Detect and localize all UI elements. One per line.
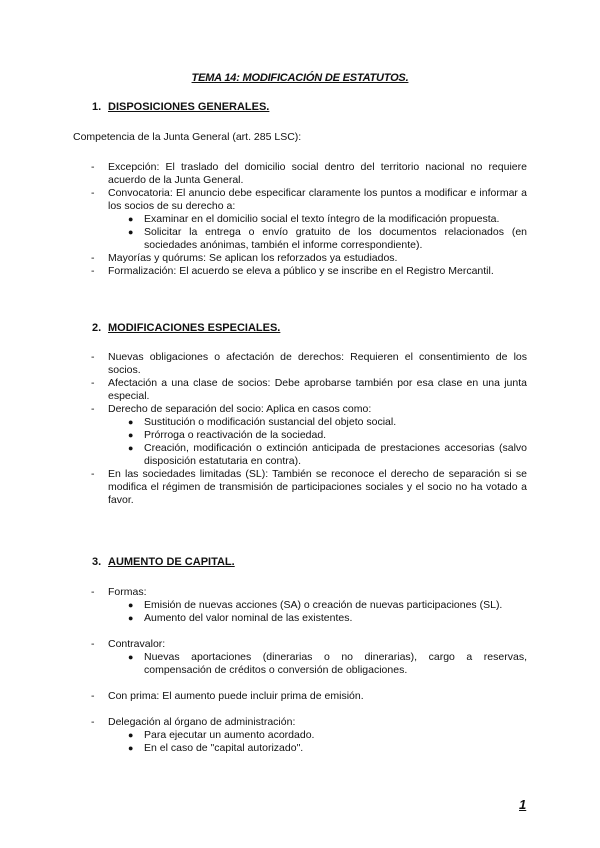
dash-marker: - xyxy=(91,403,95,415)
list-item: - Formalización: El acuerdo se eleva a público y se inscribe en el Registro Mercantil. xyxy=(91,265,494,277)
dash-marker: - xyxy=(91,638,95,650)
section-label: AUMENTO DE CAPITAL. xyxy=(108,556,235,568)
sub-list xyxy=(108,416,527,468)
bullet-icon: ● xyxy=(128,730,134,740)
page-number: 1 xyxy=(519,797,527,812)
sub-list-item: ● Examinar en el domicilio social el texto íntegro de la modificación propuesta. xyxy=(128,213,500,225)
dash-marker: - xyxy=(91,690,95,702)
dash-marker: - xyxy=(91,468,95,480)
section-heading-1 xyxy=(92,101,269,113)
list-item: - Delegación al órgano de administración: ● Para ejecutar un aumento acordado. ● En el caso de "capital autorizado". xyxy=(0,716,600,755)
section-heading-2 xyxy=(92,322,280,334)
sub-list-item: ● Emisión de nuevas acciones (SA) o creación de nuevas participaciones (SL). xyxy=(128,599,503,611)
list-item: - Formas: ● Emisión de nuevas acciones (SA) o creación de nuevas participaciones (SL). ● Aumento del valor nominal de las existentes. xyxy=(0,586,600,625)
list-item: - Derecho de separación del socio: Aplica en casos como: ● Sustitución o modificación sustancial del objeto social. ● Prórroga o reactivación de la sociedad. ● Creación, modificación o extinción anticipada de prestaciones accesorias (salvo disposición estatutaria en contra). xyxy=(91,403,527,467)
sub-list-item: ● Aumento del valor nominal de las existentes. xyxy=(128,612,353,624)
section-label: MODIFICACIONES ESPECIALES. xyxy=(108,322,281,334)
sub-list-item: ● Sustitución o modificación sustancial del objeto social. xyxy=(128,416,397,428)
sub-list xyxy=(108,651,527,677)
sub-list-item: ● En el caso de "capital autorizado". xyxy=(128,742,304,754)
intro-text: Competencia de la Junta General (art. 285 LSC): xyxy=(73,131,302,143)
section-1-list xyxy=(0,161,600,278)
section-3-list xyxy=(0,586,600,755)
list-item: - Mayorías y quórums: Se aplican los reforzados ya estudiados. xyxy=(91,252,398,264)
bullet-icon: ● xyxy=(128,652,134,662)
list-item: - Con prima: El aumento puede incluir prima de emisión. xyxy=(91,690,364,702)
bullet-icon: ● xyxy=(128,430,134,440)
section-number: 2. xyxy=(92,322,102,334)
dash-marker: - xyxy=(91,161,95,173)
section-number: 3. xyxy=(92,556,102,568)
section-label: DISPOSICIONES GENERALES. xyxy=(108,101,270,113)
section-heading-3 xyxy=(92,556,235,568)
dash-marker: - xyxy=(91,351,95,363)
dash-marker: - xyxy=(91,265,95,277)
bullet-icon: ● xyxy=(128,443,134,453)
bullet-icon: ● xyxy=(128,227,134,237)
dash-marker: - xyxy=(91,252,95,264)
list-item: - Nuevas obligaciones o afectación de derechos: Requieren el consentimiento de los socios. xyxy=(91,351,527,376)
sub-list-item: ● Nuevas aportaciones (dinerarias o no dinerarias), cargo a reservas, compensación de créditos o conversión de obligaciones. xyxy=(128,651,527,676)
sub-list-item: ● Para ejecutar un aumento acordado. xyxy=(128,729,315,741)
dash-marker: - xyxy=(91,187,95,199)
list-item: - Contravalor: ● Nuevas aportaciones (dinerarias o no dinerarias), cargo a reservas, compensación de créditos o conversión de obligaciones. xyxy=(91,638,527,676)
dash-marker: - xyxy=(91,716,95,728)
section-number: 1. xyxy=(92,101,102,113)
bullet-icon: ● xyxy=(128,214,134,224)
dash-marker: - xyxy=(91,377,95,389)
list-item: - En las sociedades limitadas (SL): También se reconoce el derecho de separación si se modifica el régimen de transmisión de participaciones sociales y el socio no ha votado a favor. xyxy=(91,468,527,506)
sub-list xyxy=(108,213,527,252)
bullet-icon: ● xyxy=(128,743,134,753)
list-item: - Convocatoria: El anuncio debe especificar claramente los puntos a modificar e informar a los socios de su derecho a: ● Examinar en el domicilio social el texto íntegro de la modificación propuesta. ● Solicitar la entrega o envío gratuito de los documentos relacionados (en sociedades anónimas, también el informe correspondiente). xyxy=(91,187,527,251)
sub-list-item: ● Solicitar la entrega o envío gratuito de los documentos relacionados (en sociedades anónimas, también el informe correspondiente). xyxy=(128,226,527,251)
dash-marker: - xyxy=(91,586,95,598)
sub-list xyxy=(108,599,527,625)
bullet-icon: ● xyxy=(128,417,134,427)
list-item: - Afectación a una clase de socios: Debe aprobarse también por esa clase en una junta especial. xyxy=(91,377,527,402)
section-2-list xyxy=(0,351,600,507)
bullet-icon: ● xyxy=(128,600,134,610)
bullet-icon: ● xyxy=(128,613,134,623)
document-title: TEMA 14: MODIFICACIÓN DE ESTATUTOS. xyxy=(191,72,409,84)
sub-list xyxy=(108,729,527,755)
sub-list-item: ● Creación, modificación o extinción anticipada de prestaciones accesorias (salvo disposición estatutaria en contra). xyxy=(128,442,527,467)
sub-list-item: ● Prórroga o reactivación de la sociedad. xyxy=(128,429,327,441)
list-item: - Excepción: El traslado del domicilio social dentro del territorio nacional no requiere acuerdo de la Junta General. xyxy=(91,161,527,186)
